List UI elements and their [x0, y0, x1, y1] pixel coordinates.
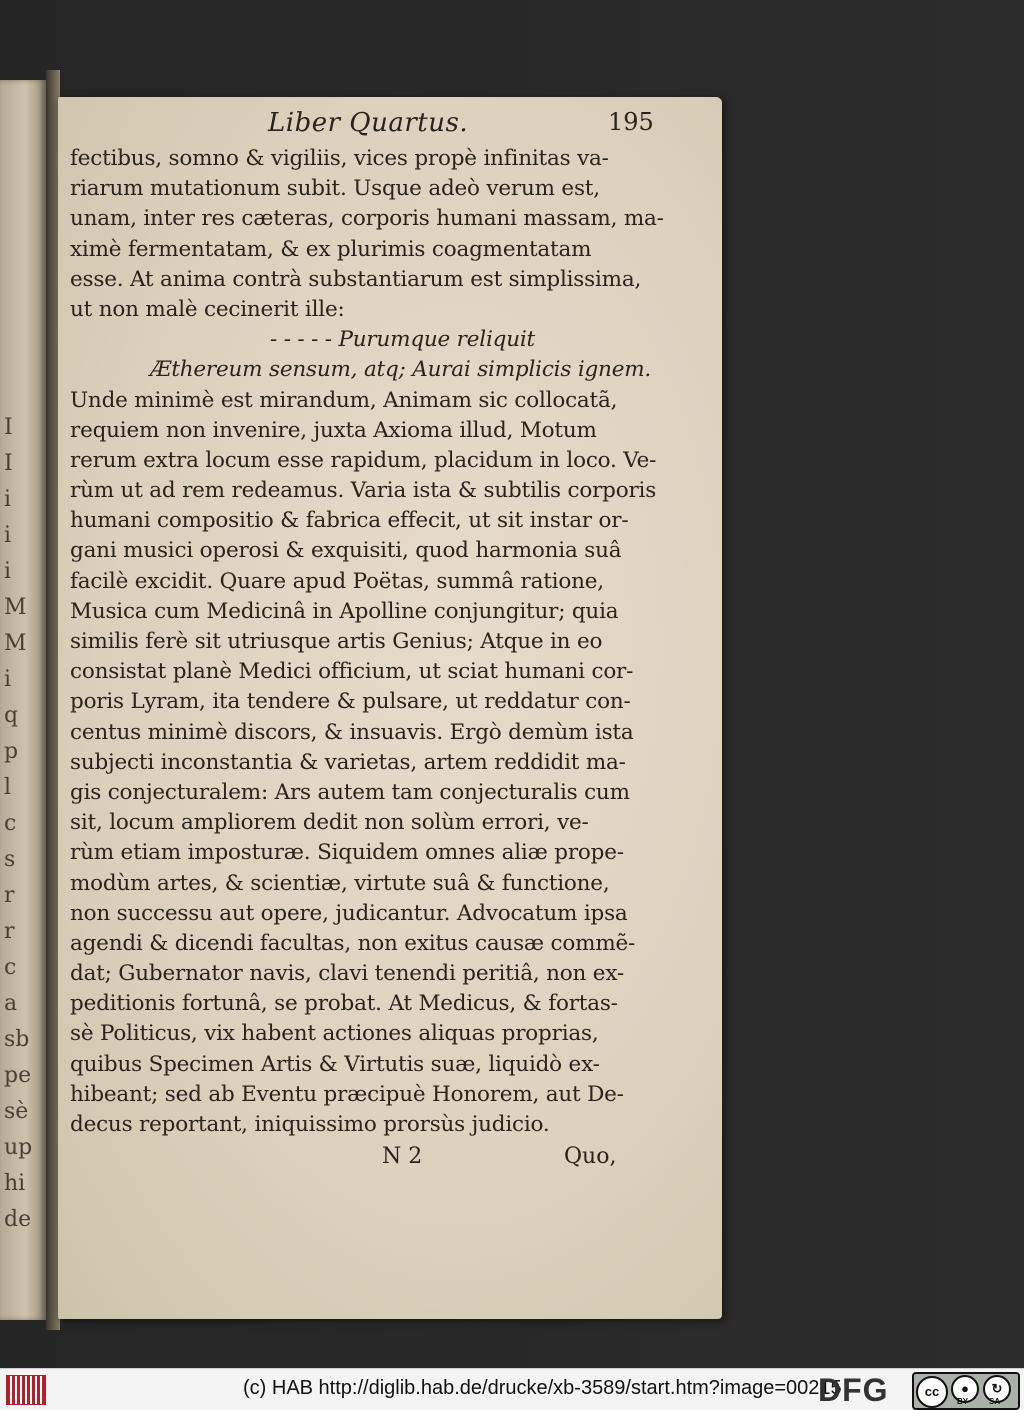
text-line: rerum extra locum esse rapidum, placidum in loco. Ve- — [70, 447, 657, 473]
previous-page-letter: q — [4, 703, 19, 728]
cc-license-badge[interactable] — [912, 1372, 1020, 1410]
viewer-footer — [0, 1368, 1024, 1410]
previous-page-letter: pe — [4, 1063, 32, 1088]
previous-page-letter: M — [4, 631, 27, 656]
previous-page-letter: i — [4, 559, 12, 584]
previous-page-letter: i — [4, 523, 12, 548]
sa-label: SA — [989, 1397, 1001, 1406]
text-line: sè Politicus, vix habent actiones aliquas proprias, — [70, 1021, 599, 1047]
previous-page-letter: r — [4, 919, 15, 944]
previous-page-letter: M — [4, 595, 27, 620]
text-line: consistat planè Medici officium, ut sciat humani cor- — [70, 659, 634, 685]
previous-page-letter: i — [4, 487, 12, 512]
previous-page-letters — [4, 410, 40, 1238]
previous-page-letter: r — [4, 883, 15, 908]
text-line: centus minimè discors, & insuavis. Ergò demùm ista — [70, 719, 634, 745]
text-line: - - - - - Purumque reliquit — [270, 327, 535, 353]
previous-page-letter: a — [4, 991, 18, 1016]
previous-page-letter: I — [4, 415, 13, 440]
text-line: facilè excidit. Quare apud Poëtas, summâ ratione, — [70, 568, 604, 594]
text-line: Unde minimè est mirandum, Animam sic collocatã, — [70, 387, 618, 413]
text-line: ut non malè cecinerit ille: — [70, 296, 345, 322]
catchword: Quo, — [564, 1144, 617, 1170]
text-line: ximè fermentatam, & ex plurimis coagmentatam — [70, 236, 592, 262]
text-line: Æthereum sensum, atq; Aurai simplicis ignem. — [150, 357, 652, 383]
by-person-icon: ● — [951, 1375, 979, 1403]
catch-line — [70, 1144, 670, 1176]
previous-page-letter: c — [4, 955, 17, 980]
previous-page-letter: I — [4, 451, 13, 476]
previous-page-letter: sb — [4, 1027, 30, 1052]
text-line: riarum mutationum subit. Usque adeò verum est, — [70, 176, 600, 202]
text-line: peditionis fortunâ, se probat. At Medicus, & fortas- — [70, 991, 618, 1017]
text-line: sit, locum ampliorem dedit non solùm errori, ve- — [70, 810, 589, 836]
text-line: similis ferè sit utriusque artis Genius; Atque in eo — [70, 629, 603, 654]
page-number: 195 — [608, 108, 654, 136]
previous-page-letter: hi — [4, 1171, 26, 1196]
signature-mark: N 2 — [382, 1144, 423, 1170]
text-line: Musica cum Medicinâ in Apolline conjungitur; quia — [70, 598, 619, 624]
text-line: esse. At anima contrà substantiarum est simplissima, — [70, 266, 642, 292]
by-label: BY — [957, 1397, 969, 1406]
text-line: agendi & dicendi facultas, non exitus causæ commẽ- — [70, 930, 636, 956]
previous-page-letter: p — [4, 739, 19, 764]
previous-page-letter: sè — [4, 1099, 29, 1124]
copyright-credit[interactable]: (c) HAB http://diglib.hab.de/drucke/xb-3589/start.htm?image=00215 — [243, 1377, 842, 1399]
cc-icon: cc — [916, 1376, 948, 1408]
previous-page-letter: s — [4, 847, 16, 872]
text-line: dat; Gubernator navis, clavi tenendi peritiâ, non ex- — [70, 961, 624, 987]
running-head — [70, 108, 670, 144]
text-lines — [70, 144, 670, 1140]
text-line: gis conjecturalem: Ars autem tam conjecturalis cum — [70, 779, 630, 805]
text-line: modùm artes, & scientiæ, virtute suâ & functione, — [70, 870, 610, 896]
previous-page-letter: i — [4, 667, 12, 692]
hab-barcode-logo-icon[interactable] — [6, 1375, 46, 1405]
previous-page-letter: c — [4, 811, 17, 836]
previous-page-letter: up — [4, 1135, 33, 1160]
text-line: subjecti inconstantia & varietas, artem reddidit ma- — [70, 749, 626, 775]
text-line: rùm ut ad rem redeamus. Varia ista & subtilis corporis — [70, 478, 657, 504]
previous-page-edge — [0, 80, 46, 1320]
running-title: Liber Quartus. — [268, 108, 469, 138]
text-line: hibeant; sed ab Eventu præcipuè Honorem, aut De- — [70, 1081, 624, 1107]
text-line: decus reportant, iniquissimo prorsùs judicio. — [70, 1112, 550, 1137]
text-line: gani musici operosi & exquisiti, quod harmonia suâ — [70, 538, 622, 564]
text-line: rùm etiam imposturæ. Siquidem omnes aliæ prope- — [70, 840, 624, 866]
sa-share-alike-icon: ↻ — [983, 1375, 1011, 1403]
text-line: quibus Specimen Artis & Virtutis suæ, liquidò ex- — [70, 1051, 600, 1077]
page-text — [70, 108, 670, 1176]
text-line: non successu aut opere, judicantur. Advocatum ipsa — [70, 900, 628, 926]
text-line: unam, inter res cæteras, corporis humani massam, ma- — [70, 206, 664, 232]
dfg-logo[interactable]: DFG — [818, 1372, 889, 1408]
text-line: fectibus, somno & vigiliis, vices propè infinitas va- — [70, 146, 609, 171]
text-line: requiem non invenire, juxta Axioma illud, Motum — [70, 417, 597, 443]
previous-page-letter: l — [4, 775, 12, 800]
previous-page-letter: de — [4, 1207, 32, 1232]
text-line: poris Lyram, ita tendere & pulsare, ut reddatur con- — [70, 689, 631, 715]
text-line: humani compositio & fabrica effecit, ut sit instar or- — [70, 508, 629, 534]
